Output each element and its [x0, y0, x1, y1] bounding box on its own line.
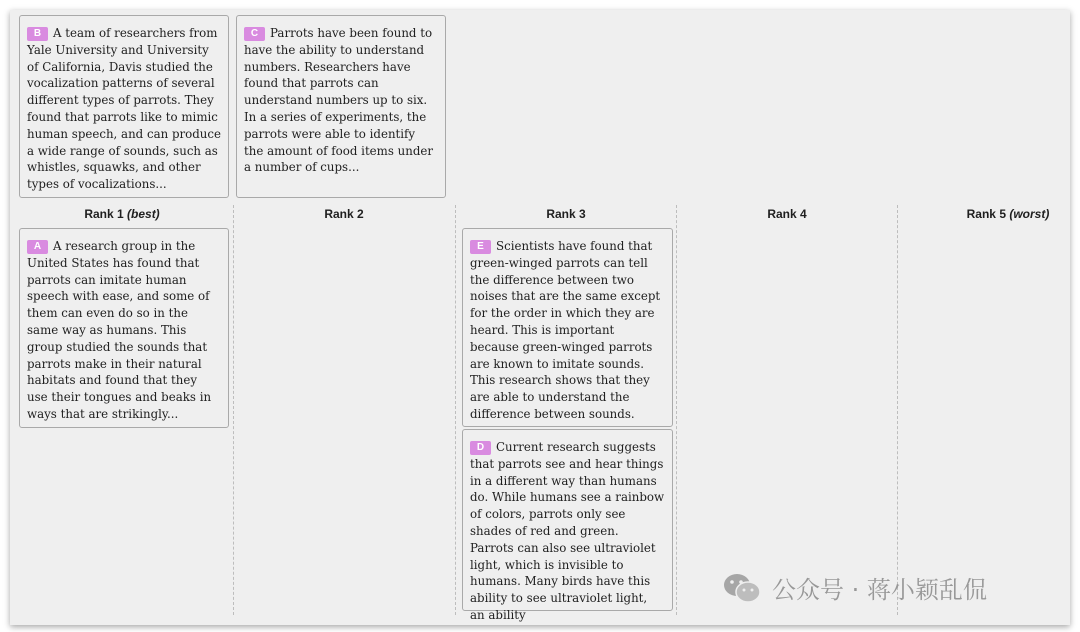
response-badge: B	[27, 27, 48, 41]
response-card-c[interactable]	[236, 15, 446, 198]
response-card-e[interactable]	[462, 228, 673, 427]
response-card-a[interactable]	[19, 228, 229, 428]
response-text: Current research suggests that parrots see and hear things in a different way than humans do. While humans see a rainbow of colors, parrots only see shades of red and green. Parrots can also see ultraviolet light, which is invisible to humans. Many birds have this ability to see ultraviolet light, an ability	[470, 440, 665, 622]
column-header-rank-2: Rank 2	[324, 207, 364, 221]
column-header-rank-3: Rank 3	[546, 207, 586, 221]
column-header-rank-5: Rank 5 (worst)	[966, 207, 1050, 221]
column-divider	[897, 205, 898, 615]
response-badge: E	[470, 240, 491, 254]
column-divider	[676, 205, 677, 615]
response-text: A team of researchers from Yale University and University of California, Davis studied the vocalization patterns of several different types of parrots. They found that parrots like to mimic human speech, and can produce a wide range of sounds, such as whistles, squawks, and other types of vocalizations...	[27, 26, 221, 192]
response-text: Scientists have found that green-winged parrots can tell the difference between two noises that are the same except for the order in which they are heard. This is important because green-winged parrots are known to imitate sounds. This research shows that they are able to understand the difference between sounds.	[470, 239, 661, 421]
wechat-icon	[722, 572, 762, 604]
watermark	[722, 570, 987, 605]
response-badge: A	[27, 240, 48, 254]
column-header-rank-4: Rank 4	[767, 207, 807, 221]
column-divider	[455, 205, 456, 615]
response-badge: D	[470, 441, 491, 455]
response-card-d[interactable]	[462, 429, 673, 622]
response-badge: C	[244, 27, 265, 41]
column-divider	[233, 205, 234, 615]
response-card-b[interactable]	[19, 15, 229, 198]
response-text: Parrots have been found to have the ability to understand numbers. Researchers have found that parrots can understand numbers up to six. In a series of experiments, the parrots were able to identify the amount of food items under a number of cups...	[244, 26, 434, 175]
watermark-text: 公众号 · 蒋小颖乱侃	[772, 576, 987, 604]
response-text: A research group in the United States has found that parrots can imitate human speech with ease, and some of them can even do so in the same way as humans. This group studied the sounds that parrots make in their natural habitats and found that they use their tongues and beaks in ways that are strikingly...	[27, 239, 212, 421]
column-header-rank-1: Rank 1 (best)	[84, 207, 160, 221]
